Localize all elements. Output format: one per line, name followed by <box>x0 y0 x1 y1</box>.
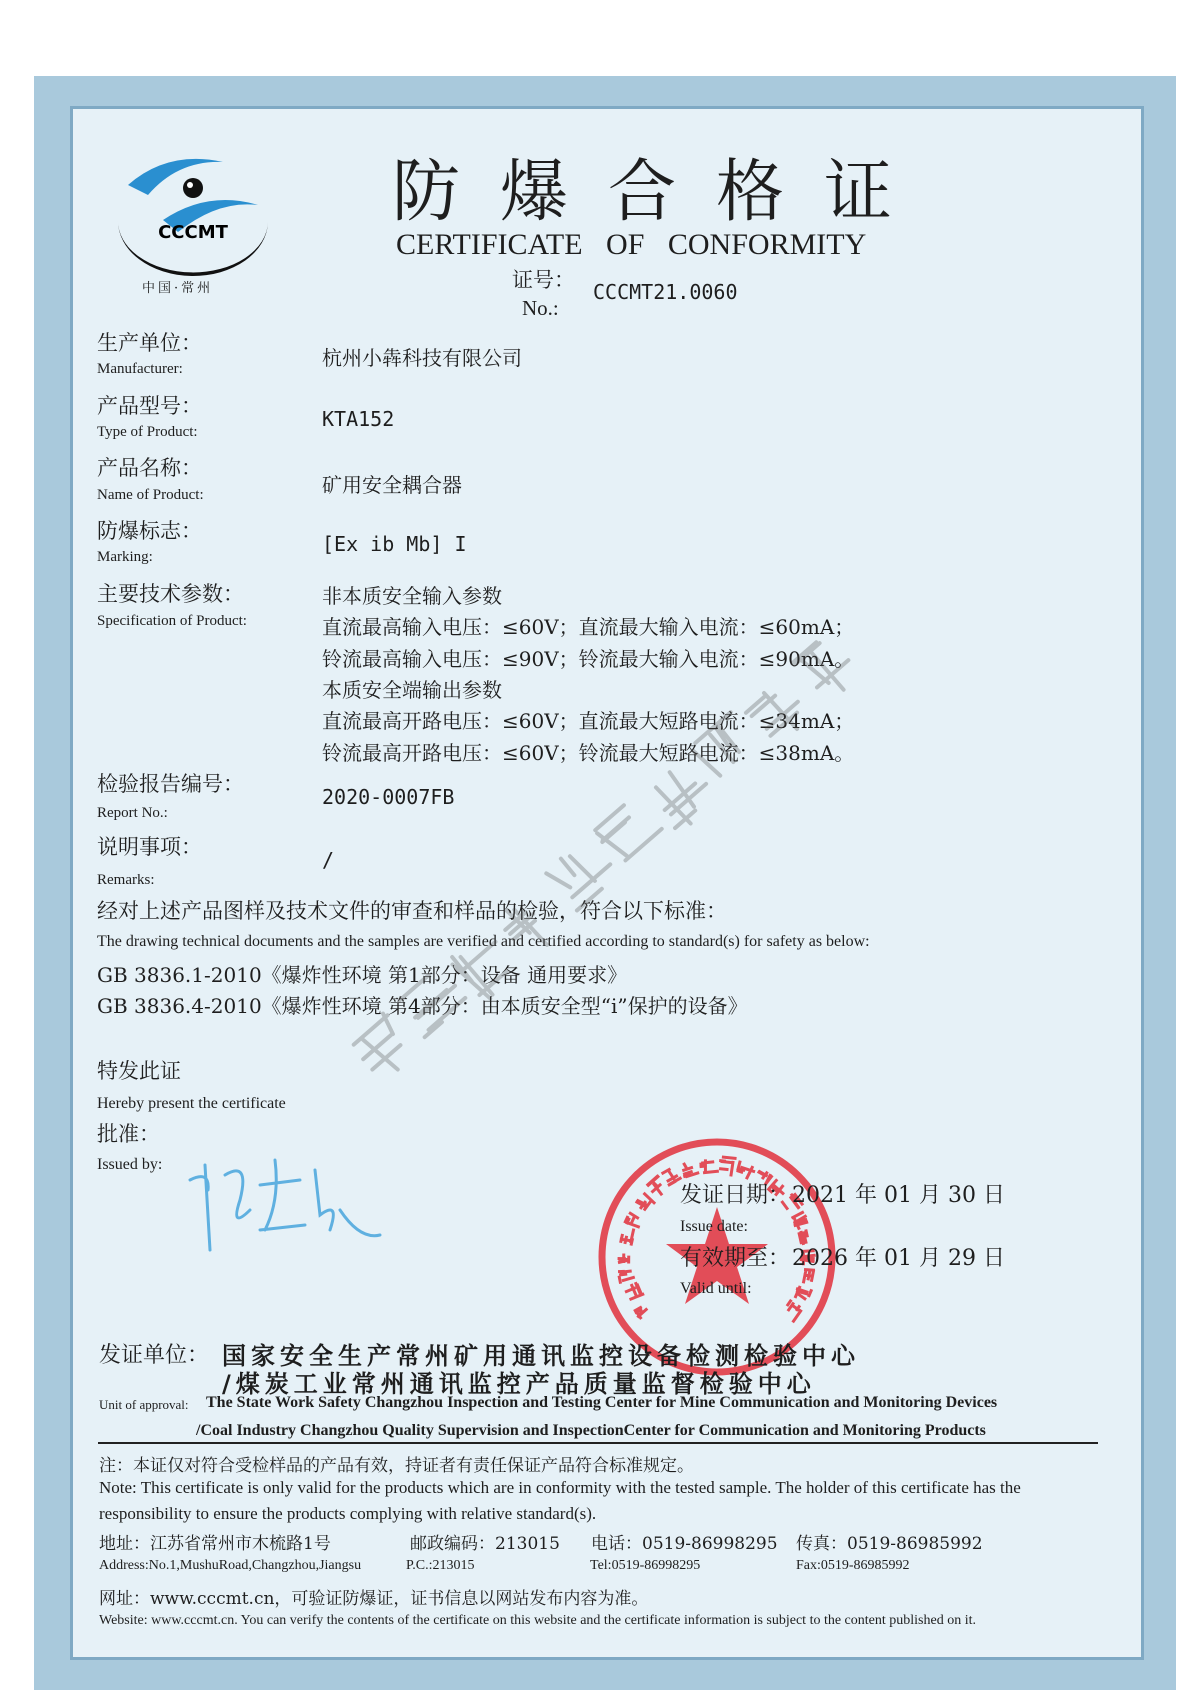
issue-date-label: 发证日期： <box>680 1183 791 1208</box>
remarks-value: / <box>322 848 335 872</box>
logo-location: 中国·常州 <box>142 281 214 296</box>
name-label-en: Name of Product: <box>97 487 204 503</box>
unit-label-en: Unit of approval: <box>99 1397 189 1412</box>
address-en: Address:No.1,MushuRoad,Changzhou,Jiangsu <box>99 1558 362 1573</box>
seal-glyph <box>790 1211 811 1231</box>
phone-en: Tel:0519-86998295 <box>590 1558 701 1573</box>
standard-item: GB 3836.1-2010《爆炸性环境 第1部分：设备 通用要求》 <box>97 963 628 987</box>
statement-zh: 经对上述产品图样及技术文件的审查和样品的检验，符合以下标准： <box>97 899 727 923</box>
note-zh: 注：本证仅对符合受检样品的产品有效，持证者有责任保证产品符合标准规定。 <box>99 1456 694 1476</box>
unit-line1-en: The State Work Safety Changzhou Inspection and Testing Center for Mine Communication and Monitoring Devices <box>206 1394 998 1411</box>
note-en-2: responsibility to ensure the products complying with relative standard(s). <box>99 1504 597 1523</box>
seal-glyph <box>634 1192 657 1214</box>
marking-label: 防爆标志： <box>97 519 202 543</box>
manufacturer-value: 杭州小犇科技有限公司 <box>322 346 522 370</box>
postcode-zh: 邮政编码：213015 <box>410 1534 560 1554</box>
no-label-en: No.: <box>522 296 559 320</box>
seal-glyph <box>624 1212 643 1229</box>
seal-glyph <box>618 1253 630 1263</box>
spec-line: 铃流最高输入电压：≤90V；铃流最大输入电流：≤90mA。 <box>322 647 855 671</box>
website-zh: 网址：www.cccmt.cn，可验证防爆证，证书信息以网站发布内容为准。 <box>99 1589 649 1609</box>
signature <box>180 1140 390 1260</box>
seal-glyph <box>792 1284 811 1303</box>
postcode-en: P.C.:213015 <box>406 1558 475 1573</box>
unit-line2-en: /Coal Industry Changzhou Quality Supervision and InspectionCenter for Communication and Monitoring Products <box>196 1422 986 1439</box>
phone-zh: 电话：0519-86998295 <box>591 1534 778 1554</box>
spec-label: 主要技术参数： <box>97 582 244 606</box>
remarks-label: 说明事项： <box>97 835 202 859</box>
seal-glyph <box>661 1166 681 1185</box>
valid-until-date: 2026 年 01 月 29 日 <box>792 1246 1005 1271</box>
marking-label-en: Marking: <box>97 549 153 565</box>
divider <box>98 1442 1098 1444</box>
seal-glyph <box>679 1159 699 1177</box>
manufacturer-label: 生产单位： <box>97 331 202 355</box>
standard-item: GB 3836.4-2010《爆炸性环境 第4部分：由本质安全型“i”保护的设备》 <box>97 994 748 1018</box>
spec-label-en: Specification of Product: <box>97 613 247 629</box>
seal-glyph <box>699 1158 719 1173</box>
statement-en: The drawing technical documents and the samples are verified and certified according to standard(s) for safety as below: <box>97 933 870 950</box>
valid-until-label-en: Valid until: <box>680 1280 752 1297</box>
type-label-en: Type of Product: <box>97 424 198 440</box>
spec-line: 直流最高开路电压：≤60V；直流最大短路电流：≤34mA； <box>322 709 855 733</box>
svg-text:CCCMT: CCCMT <box>158 222 228 243</box>
present-en: Hereby present the certificate <box>97 1095 286 1112</box>
cccmt-logo <box>108 150 278 280</box>
certificate-number: CCCMT21.0060 <box>593 280 738 304</box>
report-value: 2020-0007FB <box>322 785 455 809</box>
unit-line2: /煤炭工业常州通讯监控产品质量监督检验中心 <box>222 1370 816 1398</box>
seal-glyph <box>623 1281 644 1301</box>
address-zh: 地址：江苏省常州市木梳路1号 <box>99 1534 331 1554</box>
fax-en: Fax:0519-86985992 <box>796 1558 910 1573</box>
type-value: KTA152 <box>322 407 395 431</box>
seal-glyph <box>619 1226 635 1245</box>
seal-glyph <box>718 1157 737 1177</box>
name-label: 产品名称： <box>97 456 202 480</box>
present-zh: 特发此证 <box>97 1059 181 1083</box>
marking-value: [Ex ib Mb] I <box>322 532 467 556</box>
seal-glyph <box>633 1304 650 1320</box>
unit-label: 发证单位： <box>99 1343 210 1368</box>
type-label: 产品型号： <box>97 394 202 418</box>
approve-zh: 批准： <box>97 1122 160 1146</box>
unit-line1: 国家安全生产常州矿用通讯监控设备检测检验中心 <box>222 1342 860 1370</box>
website-en: Website: www.cccmt.cn. You can verify the contents of the certificate on this website and the certificate information is subject to the content published on it. <box>99 1613 976 1628</box>
spec-line: 本质安全端输出参数 <box>322 678 502 702</box>
spec-line: 铃流最高开路电压：≤60V；铃流最大短路电流：≤38mA。 <box>322 741 855 765</box>
certificate-title: 防爆合格证 <box>392 153 933 232</box>
note-en: Note: This certificate is only valid for the products which are in conformity with the tested sample. The holder of this certificate has the <box>99 1478 1021 1497</box>
certificate-subtitle: CERTIFICATE OF CONFORMITY <box>396 228 867 261</box>
issue-date: 2021 年 01 月 30 日 <box>792 1183 1005 1208</box>
manufacturer-label-en: Manufacturer: <box>97 361 183 377</box>
seal-glyph <box>781 1300 803 1323</box>
fax-zh: 传真：0519-86985992 <box>796 1534 983 1554</box>
spec-line: 直流最高输入电压：≤60V；直流最大输入电流：≤60mA； <box>322 615 855 639</box>
no-label-zh: 证号： <box>512 268 575 292</box>
name-value: 矿用安全耦合器 <box>322 473 462 497</box>
remarks-label-en: Remarks: <box>97 872 155 888</box>
spec-heading: 非本质安全输入参数 <box>322 584 502 608</box>
report-label-en: Report No.: <box>97 805 168 821</box>
valid-until-label: 有效期至： <box>680 1246 791 1271</box>
report-label: 检验报告编号： <box>97 772 244 796</box>
seal-glyph <box>646 1175 670 1199</box>
approve-en: Issued by: <box>97 1156 163 1173</box>
issue-date-label-en: Issue date: <box>680 1218 748 1235</box>
seal-glyph <box>618 1269 635 1284</box>
